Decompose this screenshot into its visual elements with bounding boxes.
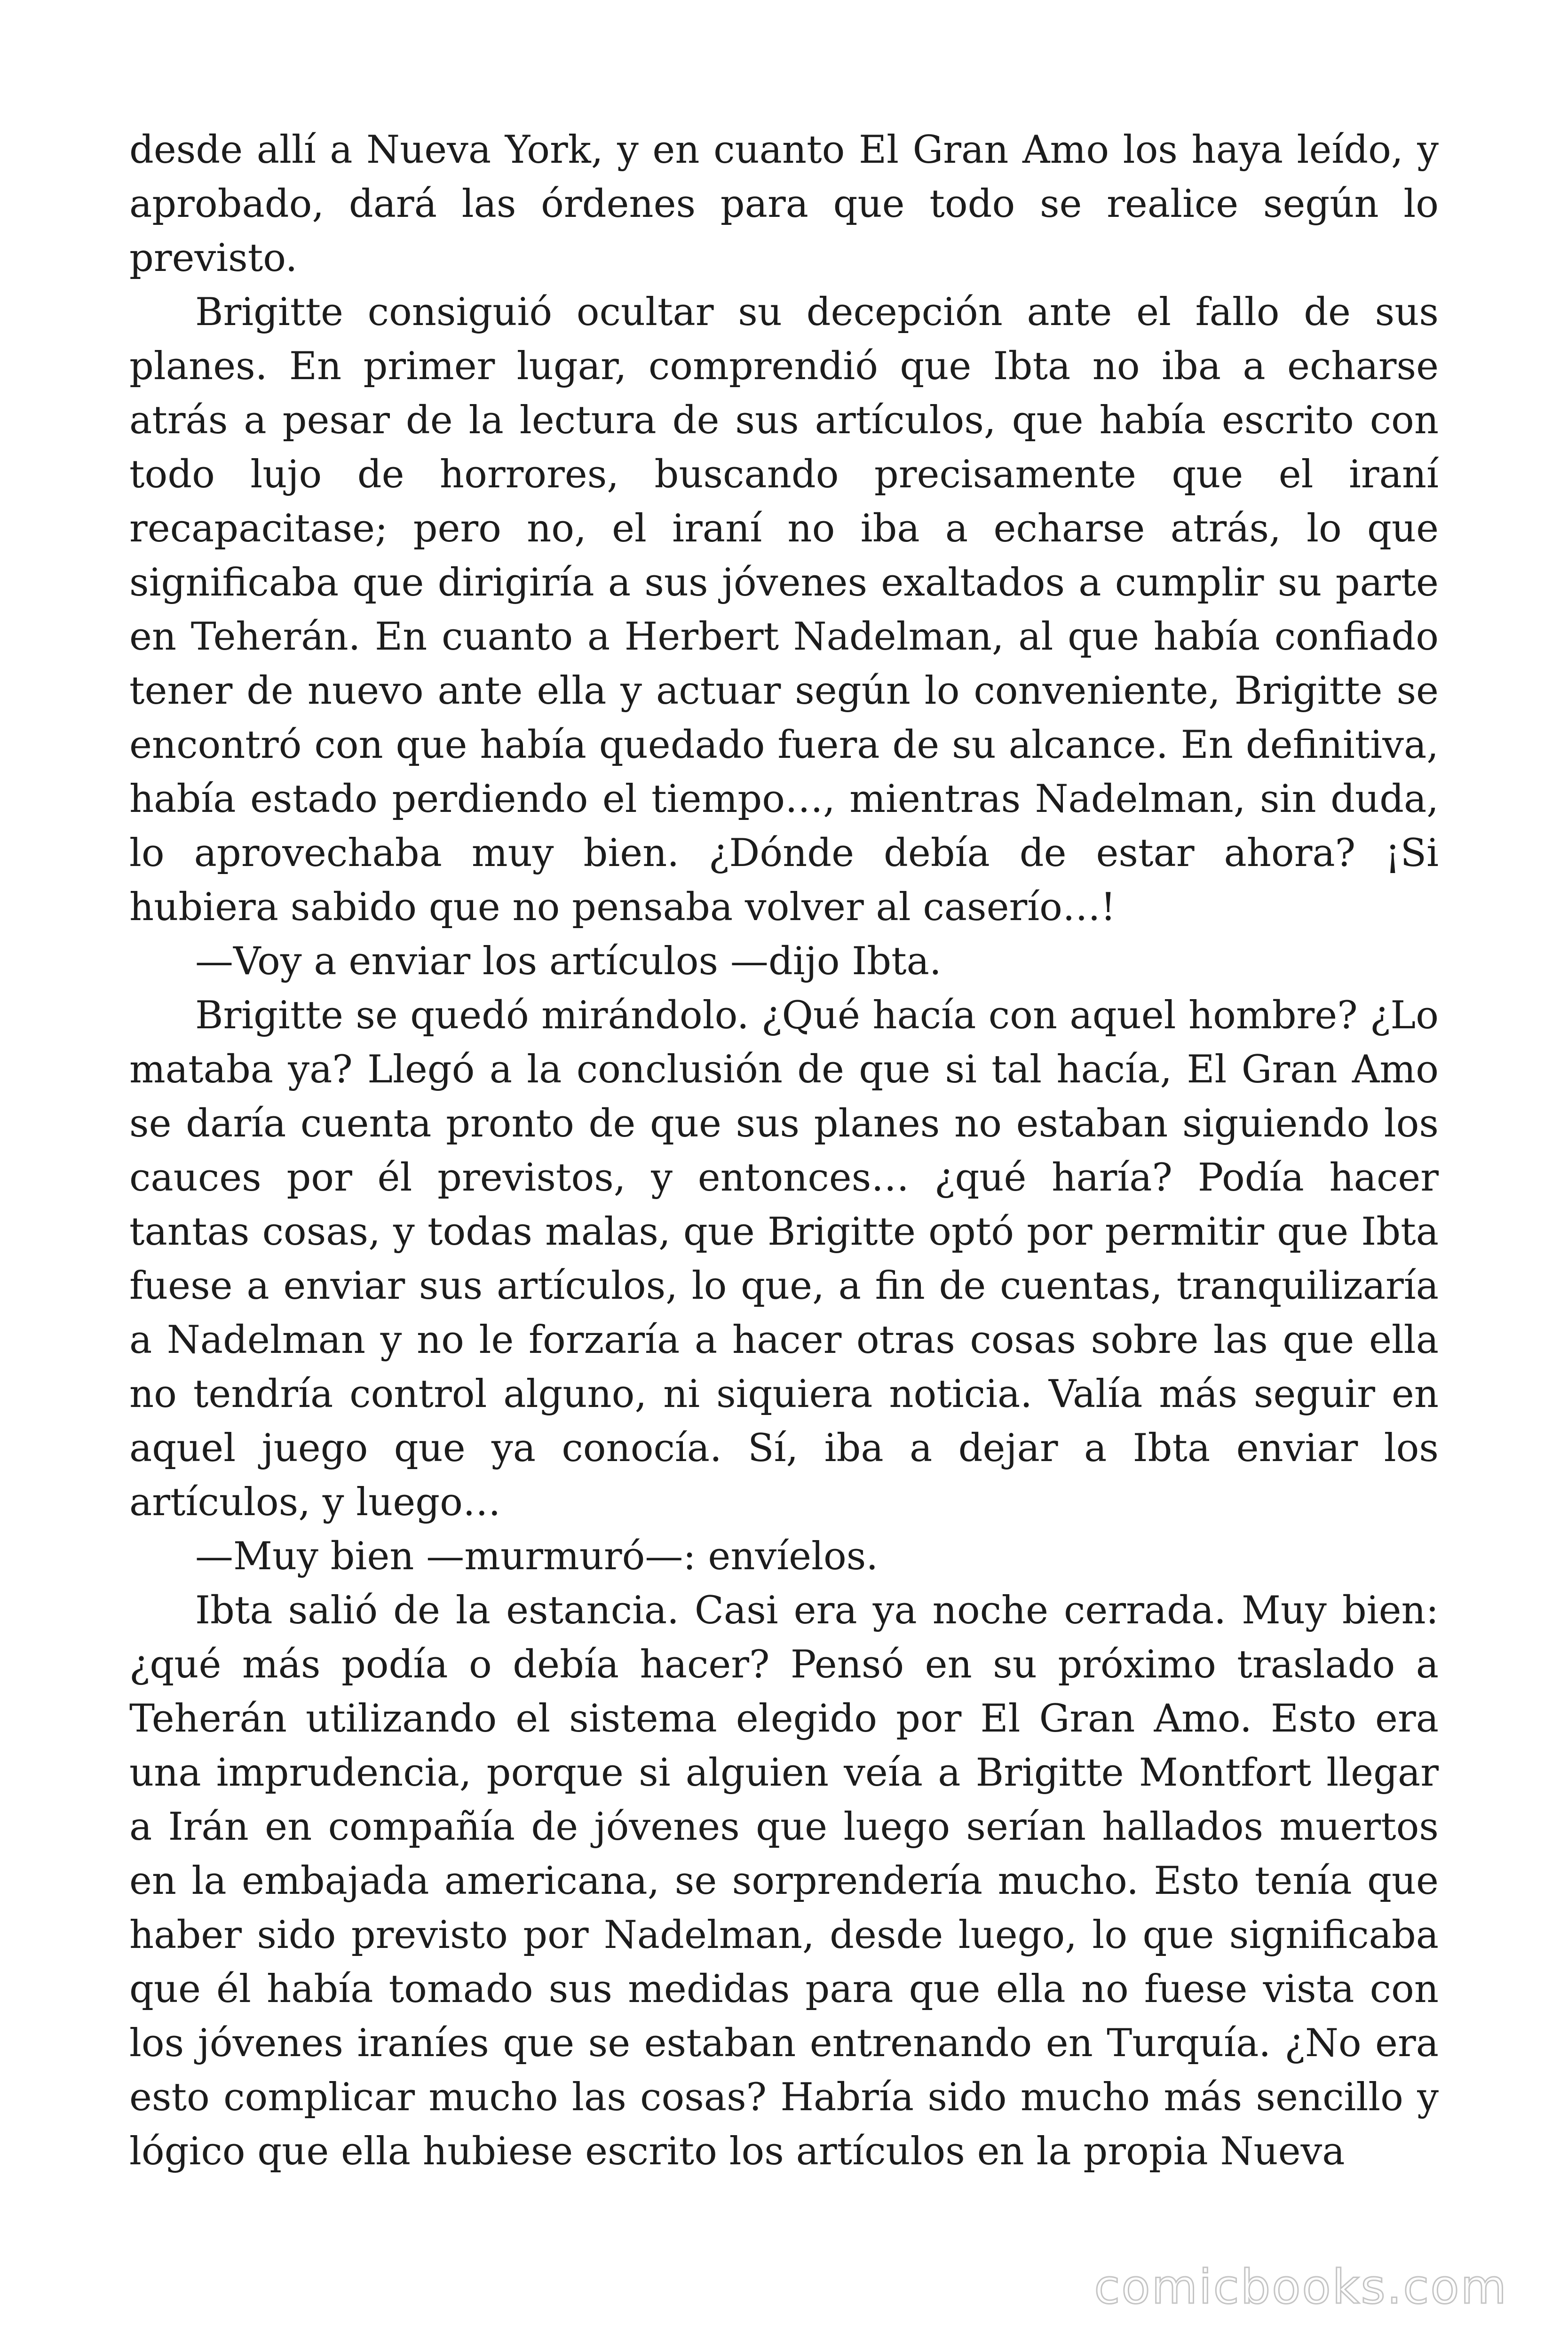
watermark: comicbooks.com [1094, 2259, 1508, 2314]
paragraph: Ibta salió de la estancia. Casi era ya noche cerrada. Muy bien: ¿qué más podía o debía hacer? Pensó en su próximo traslado a Teherán utilizando el sistema elegido por El Gran Amo. Esto era una imprudencia, porque si alguien veía a Brigitte Montfort llegar a Irán en compañía de jóvenes que luego serían hallados muertos en la embajada americana, se sorprendería mucho. Esto tenía que haber sido previsto por Nadelman, desde luego, lo que significaba que él había tomado sus medidas para que ella no fuese vista con los jóvenes iraníes que se estaban entrenando en Turquía. ¿No era esto complicar mucho las cosas? Habría sido mucho más sencillo y lógico que ella hubiese escrito los artículos en la propia Nueva [129, 1589, 1439, 2174]
dialogue-line: —Voy a enviar los artículos —dijo Ibta. [195, 939, 942, 984]
dialogue-line: —Muy bien —murmuró—: envíelos. [195, 1534, 879, 1579]
book-page-text [129, 123, 1439, 2179]
paragraph: desde allí a Nueva York, y en cuanto El Gran Amo los haya leído, y aprobado, dará las órdenes para que todo se realice según lo previsto. [129, 128, 1439, 280]
paragraph: Brigitte consiguió ocultar su decepción ante el fallo de sus planes. En primer lugar, comprendió que Ibta no iba a echarse atrás a pesar de la lectura de sus artículos, que había escrito con todo lujo de horrores, buscando precisamente que el iraní recapacitase; pero no, el iraní no iba a echarse atrás, lo que significaba que dirigiría a sus jóvenes exaltados a cumplir su parte en Teherán. En cuanto a Herbert Nadelman, al que había confiado tener de nuevo ante ella y actuar según lo conveniente, Brigitte se encontró con que había quedado fuera de su alcance. En definitiva, había estado perdiendo el tiempo…, mientras Nadelman, sin duda, lo aprovechaba muy bien. ¿Dónde debía de estar ahora? ¡Si hubiera sabido que no pensaba volver al caserío…! [129, 290, 1439, 930]
paragraph: Brigitte se quedó mirándolo. ¿Qué hacía con aquel hombre? ¿Lo mataba ya? Llegó a la conclusión de que si tal hacía, El Gran Amo se daría cuenta pronto de que sus planes no estaban siguiendo los cauces por él previstos, y entonces… ¿qué haría? Podía hacer tantas cosas, y todas malas, que Brigitte optó por permitir que Ibta fuese a enviar sus artículos, lo que, a fin de cuentas, tranquilizaría a Nadelman y no le forzaría a hacer otras cosas sobre las que ella no tendría control alguno, ni siquiera noticia. Valía más seguir en aquel juego que ya conocía. Sí, iba a dejar a Ibta enviar los artículos, y luego… [129, 993, 1439, 1525]
